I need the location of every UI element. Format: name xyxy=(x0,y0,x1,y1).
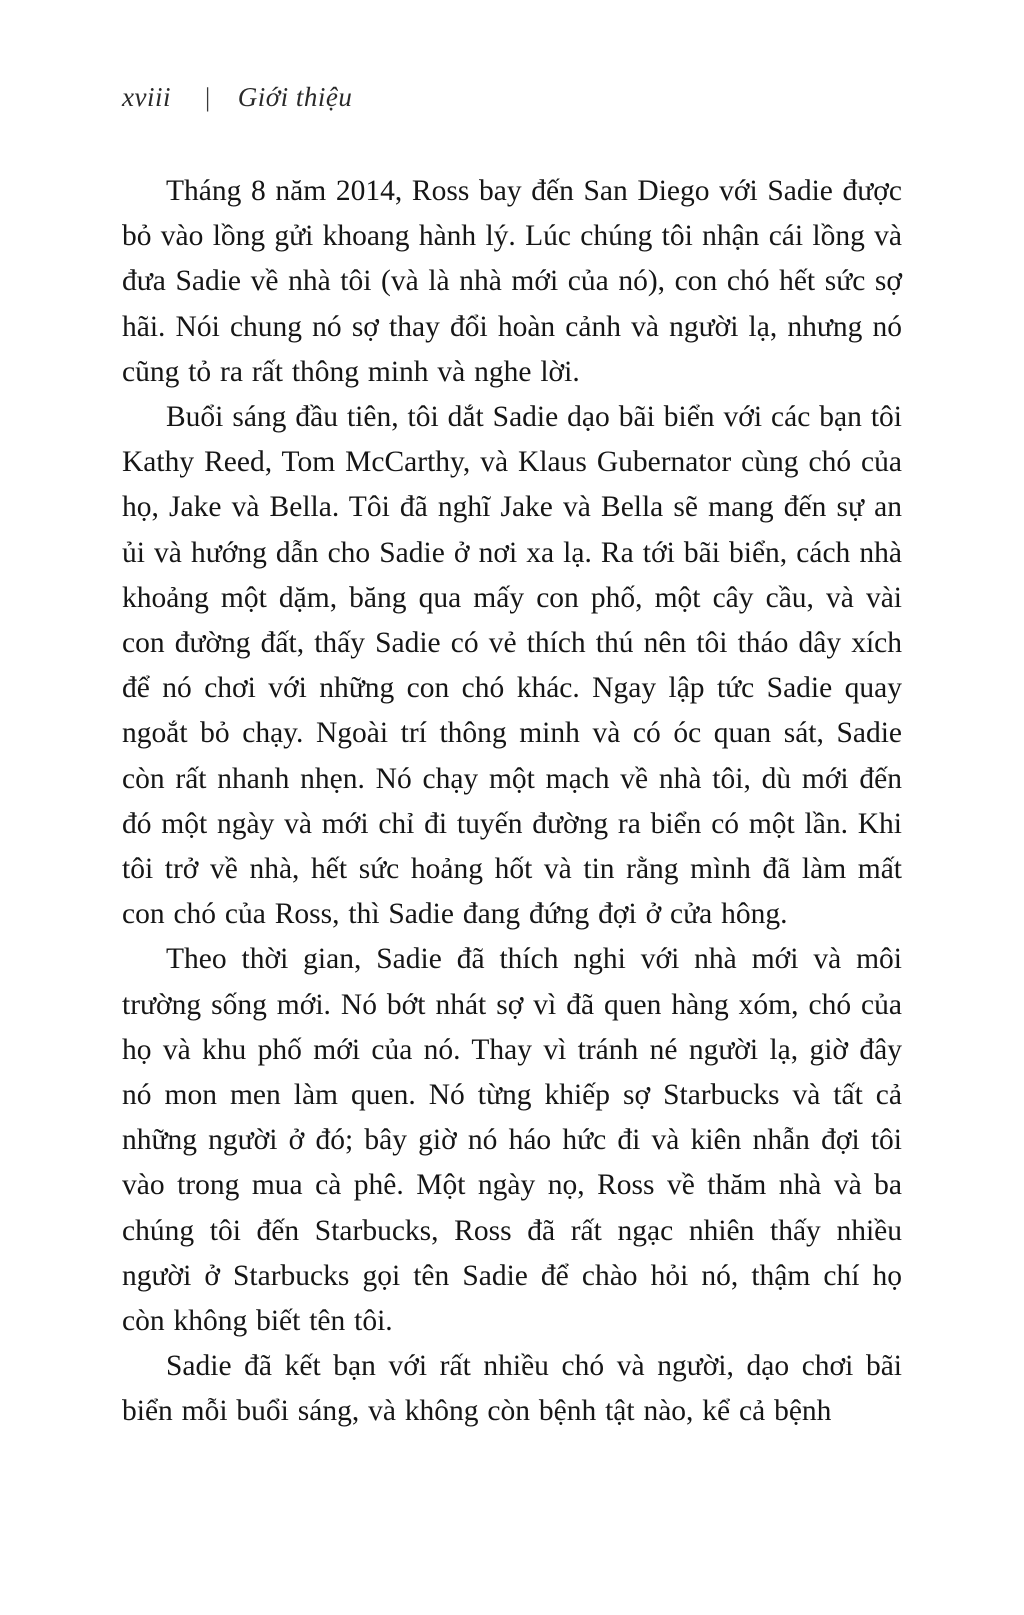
paragraph: Theo thời gian, Sadie đã thích nghi với nhà mới và môi trường sống mới. Nó bớt nhát sợ vì đã quen hàng xóm, chó của họ và khu phố mới của nó. Thay vì tránh né người lạ, giờ đây nó mon men làm quen. Nó từng khiếp sợ Starbucks và tất cả những người ở đó; bây giờ nó háo hức đi và kiên nhẫn đợi tôi vào trong mua cà phê. Một ngày nọ, Ross về thăm nhà và ba chúng tôi đến Starbucks, Ross đã rất ngạc nhiên thấy nhiều người ở Starbucks gọi tên Sadie để chào hỏi nó, thậm chí họ còn không biết tên tôi. xyxy=(122,943,902,1338)
paragraph: Sadie đã kết bạn với rất nhiều chó và người, dạo chơi bãi biển mỗi buổi sáng, và không còn bệnh tật nào, kể cả bệnh xyxy=(122,1350,902,1428)
section-title: Giới thiệu xyxy=(237,82,353,112)
header-separator: | xyxy=(205,83,211,112)
paragraph: Buổi sáng đầu tiên, tôi dắt Sadie dạo bãi biển với các bạn tôi Kathy Reed, Tom McCarthy, và Klaus Gubernator cùng chó của họ, Jake và Bella. Tôi đã nghĩ Jake và Bella sẽ mang đến sự an ủi và hướng dẫn cho Sadie ở nơi xa lạ. Ra tới bãi biển, cách nhà khoảng một dặm, băng qua mấy con phố, một cây cầu, và vài con đường đất, thấy Sadie có vẻ thích thú nên tôi tháo dây xích để nó chơi với những con chó khác. Ngay lập tức Sadie quay ngoắt bỏ chạy. Ngoài trí thông minh và có óc quan sát, Sadie còn rất nhanh nhẹn. Nó chạy một mạch về nhà tôi, dù mới đến đó một ngày và mới chỉ đi tuyến đường ra biển có một lần. Khi tôi trở về nhà, hết sức hoảng hốt và tin rằng mình đã làm mất con chó của Ross, thì Sadie đang đứng đợi ở cửa hông. xyxy=(122,401,902,931)
paragraph: Tháng 8 năm 2014, Ross bay đến San Diego với Sadie được bỏ vào lồng gửi khoang hành lý. Lúc chúng tôi nhận cái lồng và đưa Sadie về nhà tôi (và là nhà mới của nó), con chó hết sức sợ hãi. Nói chung nó sợ thay đổi hoàn cảnh và người lạ, nhưng nó cũng tỏ ra rất thông minh và nghe lời. xyxy=(122,175,902,388)
page-header xyxy=(122,82,902,113)
page-number: xviii xyxy=(122,82,171,112)
page-body xyxy=(122,169,902,1435)
